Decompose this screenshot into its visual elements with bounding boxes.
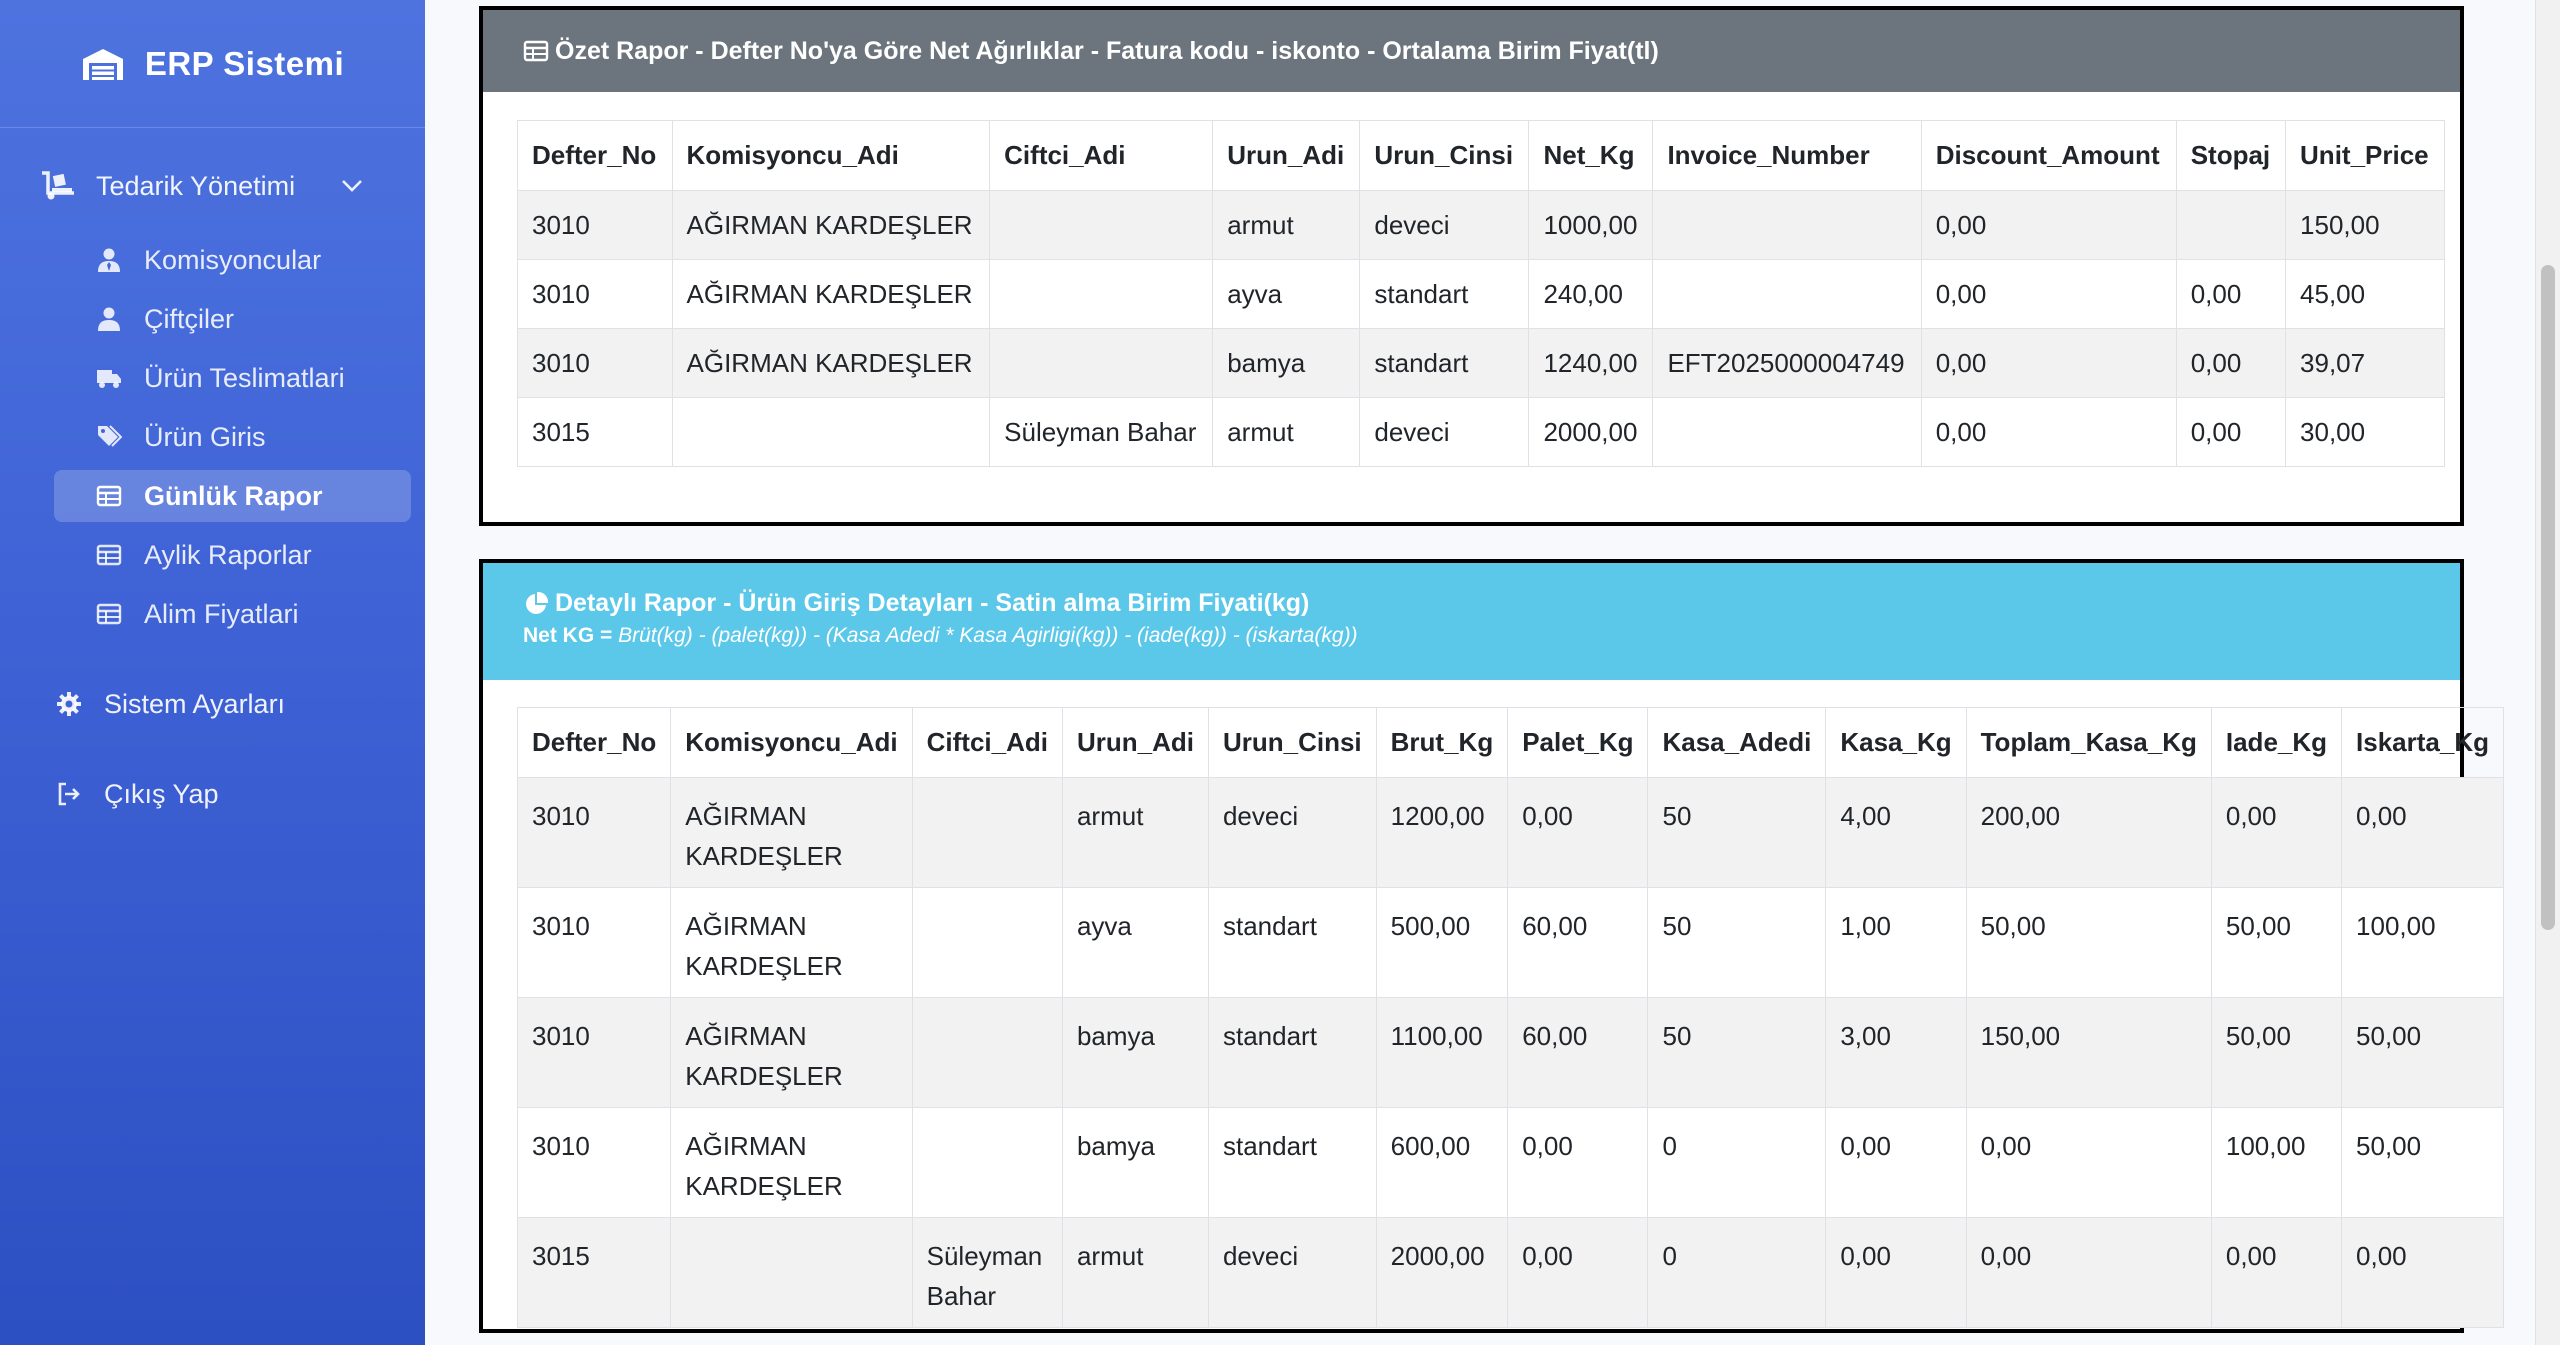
summary-col-header: Invoice_Number — [1653, 121, 1921, 191]
table-cell: ayva — [1213, 260, 1360, 329]
table-cell: 1,00 — [1826, 888, 1966, 998]
table-row — [518, 191, 2445, 260]
table-cell: 0,00 — [1508, 1108, 1648, 1218]
table-row — [518, 1218, 2504, 1328]
table-row — [518, 329, 2445, 398]
table-cell: 0,00 — [2176, 398, 2285, 467]
table-cell — [912, 998, 1062, 1108]
table-cell: EFT2025000004749 — [1653, 329, 1921, 398]
detail-table-body — [518, 778, 2504, 1328]
table-icon — [96, 542, 122, 568]
cog-icon — [56, 691, 82, 717]
table-cell: armut — [1213, 191, 1360, 260]
table-cell: 50 — [1648, 778, 1826, 888]
table-cell: armut — [1062, 778, 1208, 888]
detail-col-header: Kasa_Kg — [1826, 708, 1966, 778]
sidebar-item-label: Alim Fiyatlari — [144, 598, 299, 629]
table-cell: 3010 — [518, 998, 671, 1108]
summary-col-header: Discount_Amount — [1921, 121, 2176, 191]
sidebar — [0, 0, 425, 1345]
sidebar-item-ciftciler[interactable] — [54, 293, 411, 345]
scrollbar-thumb[interactable] — [2541, 265, 2555, 930]
detail-col-header: Palet_Kg — [1508, 708, 1648, 778]
sidebar-item-aylik-raporlar[interactable] — [54, 529, 411, 581]
table-cell: 0,00 — [2176, 260, 2285, 329]
table-cell: 50,00 — [1966, 888, 2211, 998]
summary-col-header: Net_Kg — [1529, 121, 1653, 191]
sidebar-item-label: Ürün Giris — [144, 421, 266, 452]
summary-table — [517, 120, 2445, 467]
table-cell: bamya — [1062, 1108, 1208, 1218]
table-cell: 0,00 — [1826, 1218, 1966, 1328]
table-cell: 2000,00 — [1376, 1218, 1508, 1328]
table-cell — [912, 778, 1062, 888]
brand-title: ERP Sistemi — [144, 44, 345, 82]
detail-col-header: Komisyoncu_Adi — [671, 708, 912, 778]
detail-col-header: Iskarta_Kg — [2342, 708, 2504, 778]
sidebar-item-sistem-ayarlari[interactable] — [0, 674, 425, 734]
summary-col-header: Urun_Adi — [1213, 121, 1360, 191]
table-cell — [671, 1218, 912, 1328]
table-cell: 0,00 — [2211, 1218, 2341, 1328]
table-cell: 45,00 — [2286, 260, 2445, 329]
table-row — [518, 398, 2445, 467]
formula-text: Brüt(kg) - (palet(kg)) - (Kasa Adedi * Kasa Agirligi(kg)) - (iade(kg)) - (iskarta(kg)) — [618, 624, 1358, 647]
table-cell — [990, 191, 1213, 260]
table-cell: armut — [1062, 1218, 1208, 1328]
summary-table-body — [518, 191, 2445, 467]
table-cell: 0,00 — [1921, 260, 2176, 329]
detail-col-header: Toplam_Kasa_Kg — [1966, 708, 2211, 778]
table-cell: AĞIRMAN KARDEŞLER — [672, 260, 990, 329]
detail-report-title-line — [523, 589, 2424, 618]
chart-pie-icon — [523, 591, 549, 617]
table-cell: 0,00 — [1921, 329, 2176, 398]
table-cell: 3010 — [518, 778, 671, 888]
table-cell: Süleyman Bahar — [912, 1218, 1062, 1328]
table-cell: 0,00 — [1966, 1218, 2211, 1328]
table-cell: 50,00 — [2211, 888, 2341, 998]
table-cell: 0 — [1648, 1218, 1826, 1328]
table-cell: AĞIRMAN KARDEŞLER — [671, 1108, 912, 1218]
table-cell: 50,00 — [2342, 998, 2504, 1108]
chevron-down-icon — [339, 173, 365, 199]
table-cell: 3010 — [518, 329, 673, 398]
table-cell: 30,00 — [2286, 398, 2445, 467]
table-cell: 100,00 — [2342, 888, 2504, 998]
detail-col-header: Kasa_Adedi — [1648, 708, 1826, 778]
table-cell: 1000,00 — [1529, 191, 1653, 260]
sidebar-item-label: Çiftçiler — [144, 303, 235, 334]
truck-loading-icon — [40, 171, 76, 201]
table-cell: 0,00 — [2342, 778, 2504, 888]
sidebar-item-label: Aylik Raporlar — [144, 539, 312, 570]
user-tie-icon — [96, 247, 122, 273]
table-row — [518, 1108, 2504, 1218]
table-cell: 0 — [1648, 1108, 1826, 1218]
sign-out-icon — [56, 781, 82, 807]
table-cell — [990, 329, 1213, 398]
formula-label: Net KG = — [523, 624, 619, 647]
table-cell: 3010 — [518, 888, 671, 998]
table-cell: 150,00 — [1966, 998, 2211, 1108]
table-cell: AĞIRMAN KARDEŞLER — [672, 191, 990, 260]
table-cell — [672, 398, 990, 467]
table-cell: 1200,00 — [1376, 778, 1508, 888]
sidebar-item-cikis-yap[interactable] — [0, 764, 425, 824]
table-cell: 3010 — [518, 1108, 671, 1218]
sidebar-item-urun-teslimatlari[interactable] — [54, 352, 411, 404]
detail-table-header-row — [518, 708, 2504, 778]
detail-col-header: Urun_Adi — [1062, 708, 1208, 778]
table-cell: 1240,00 — [1529, 329, 1653, 398]
table-row — [518, 998, 2504, 1108]
summary-col-header: Urun_Cinsi — [1360, 121, 1529, 191]
table-cell: 1100,00 — [1376, 998, 1508, 1108]
table-cell: 60,00 — [1508, 888, 1648, 998]
table-cell: deveci — [1208, 778, 1376, 888]
table-cell: 3015 — [518, 1218, 671, 1328]
table-cell: bamya — [1062, 998, 1208, 1108]
table-cell: AĞIRMAN KARDEŞLER — [671, 888, 912, 998]
sidebar-item-komisyoncular[interactable] — [54, 234, 411, 286]
detail-report-header — [483, 563, 2460, 680]
summary-col-header: Komisyoncu_Adi — [672, 121, 990, 191]
table-cell: 600,00 — [1376, 1108, 1508, 1218]
detail-col-header: Urun_Cinsi — [1208, 708, 1376, 778]
truck-icon — [96, 365, 122, 391]
sidebar-item-label: Komisyoncular — [144, 244, 322, 275]
table-cell: 150,00 — [2286, 191, 2445, 260]
table-cell — [912, 1108, 1062, 1218]
table-cell: 200,00 — [1966, 778, 2211, 888]
detail-col-header: Iade_Kg — [2211, 708, 2341, 778]
table-cell: AĞIRMAN KARDEŞLER — [672, 329, 990, 398]
table-cell — [912, 888, 1062, 998]
table-cell: 50,00 — [2342, 1108, 2504, 1218]
table-cell: 0,00 — [1921, 398, 2176, 467]
summary-table-header-row — [518, 121, 2445, 191]
table-cell: standart — [1208, 998, 1376, 1108]
table-cell: AĞIRMAN KARDEŞLER — [671, 998, 912, 1108]
table-cell: 0,00 — [1921, 191, 2176, 260]
table-cell: 0,00 — [2342, 1218, 2504, 1328]
table-cell: 3,00 — [1826, 998, 1966, 1108]
table-row — [518, 260, 2445, 329]
sidebar-item-label: Ürün Teslimatlari — [144, 362, 345, 393]
sidebar-submenu — [0, 234, 425, 640]
user-icon — [96, 306, 122, 332]
brand[interactable] — [0, 0, 425, 128]
table-cell: 2000,00 — [1529, 398, 1653, 467]
summary-report-card — [479, 6, 2464, 526]
table-cell: 50 — [1648, 888, 1826, 998]
table-cell: standart — [1208, 1108, 1376, 1218]
detail-report-title: Detaylı Rapor - Ürün Giriş Detayları - Satin alma Birim Fiyati(kg) — [555, 589, 1310, 617]
detail-col-header: Brut_Kg — [1376, 708, 1508, 778]
table-cell: Süleyman Bahar — [990, 398, 1213, 467]
table-cell: 50,00 — [2211, 998, 2341, 1108]
summary-col-header: Ciftci_Adi — [990, 121, 1213, 191]
table-cell: armut — [1213, 398, 1360, 467]
table-cell: 0,00 — [2176, 329, 2285, 398]
summary-report-title: Özet Rapor - Defter No'ya Göre Net Ağırlıklar - Fatura kodu - iskonto - Ortalama Birim Fiyat(tl) — [555, 36, 1659, 65]
table-cell: bamya — [1213, 329, 1360, 398]
table-cell — [1653, 191, 1921, 260]
warehouse-icon — [81, 47, 125, 81]
tags-icon — [96, 424, 122, 450]
table-cell: 3010 — [518, 260, 673, 329]
table-cell — [1653, 260, 1921, 329]
table-cell: 3015 — [518, 398, 673, 467]
table-cell: 4,00 — [1826, 778, 1966, 888]
table-cell: 39,07 — [2286, 329, 2445, 398]
detail-col-header: Defter_No — [518, 708, 671, 778]
sidebar-item-label: Çıkış Yap — [104, 778, 219, 809]
table-cell: 3010 — [518, 191, 673, 260]
table-cell — [2176, 191, 2285, 260]
table-cell: 500,00 — [1376, 888, 1508, 998]
detail-table — [517, 707, 2504, 1328]
page-scrollbar[interactable] — [2535, 0, 2560, 1345]
table-cell: 0,00 — [2211, 778, 2341, 888]
sidebar-item-alim-fiyatlari[interactable] — [54, 588, 411, 640]
sidebar-item-label: Sistem Ayarları — [104, 688, 286, 719]
net-kg-formula — [523, 624, 2424, 648]
table-cell: 240,00 — [1529, 260, 1653, 329]
table-cell: standart — [1360, 329, 1529, 398]
table-icon — [523, 38, 549, 64]
table-cell — [990, 260, 1213, 329]
table-cell: 60,00 — [1508, 998, 1648, 1108]
sidebar-item-gunluk-rapor[interactable] — [54, 470, 411, 522]
table-cell: 50 — [1648, 998, 1826, 1108]
table-cell: AĞIRMAN KARDEŞLER — [671, 778, 912, 888]
summary-col-header: Unit_Price — [2286, 121, 2445, 191]
sidebar-item-urun-giris[interactable] — [54, 411, 411, 463]
table-cell: 0,00 — [1826, 1108, 1966, 1218]
table-row — [518, 888, 2504, 998]
table-cell: ayva — [1062, 888, 1208, 998]
table-cell: 0,00 — [1508, 1218, 1648, 1328]
sidebar-parent-label: Tedarik Yönetimi — [96, 170, 296, 201]
table-cell: deveci — [1360, 191, 1529, 260]
sidebar-item-label: Günlük Rapor — [144, 480, 323, 511]
table-cell: 100,00 — [2211, 1108, 2341, 1218]
sidebar-item-tedarik-yonetimi[interactable] — [0, 142, 425, 230]
detail-report-card — [479, 559, 2489, 1333]
table-cell — [1653, 398, 1921, 467]
table-cell: deveci — [1208, 1218, 1376, 1328]
table-cell: standart — [1360, 260, 1529, 329]
table-row — [518, 778, 2504, 888]
main-content — [425, 0, 2535, 1345]
summary-col-header: Stopaj — [2176, 121, 2285, 191]
table-icon — [96, 601, 122, 627]
table-cell: deveci — [1360, 398, 1529, 467]
summary-report-header — [483, 10, 2460, 92]
summary-col-header: Defter_No — [518, 121, 673, 191]
table-cell: 0,00 — [1508, 778, 1648, 888]
table-cell: 0,00 — [1966, 1108, 2211, 1218]
table-cell: standart — [1208, 888, 1376, 998]
table-icon — [96, 483, 122, 509]
detail-col-header: Ciftci_Adi — [912, 708, 1062, 778]
